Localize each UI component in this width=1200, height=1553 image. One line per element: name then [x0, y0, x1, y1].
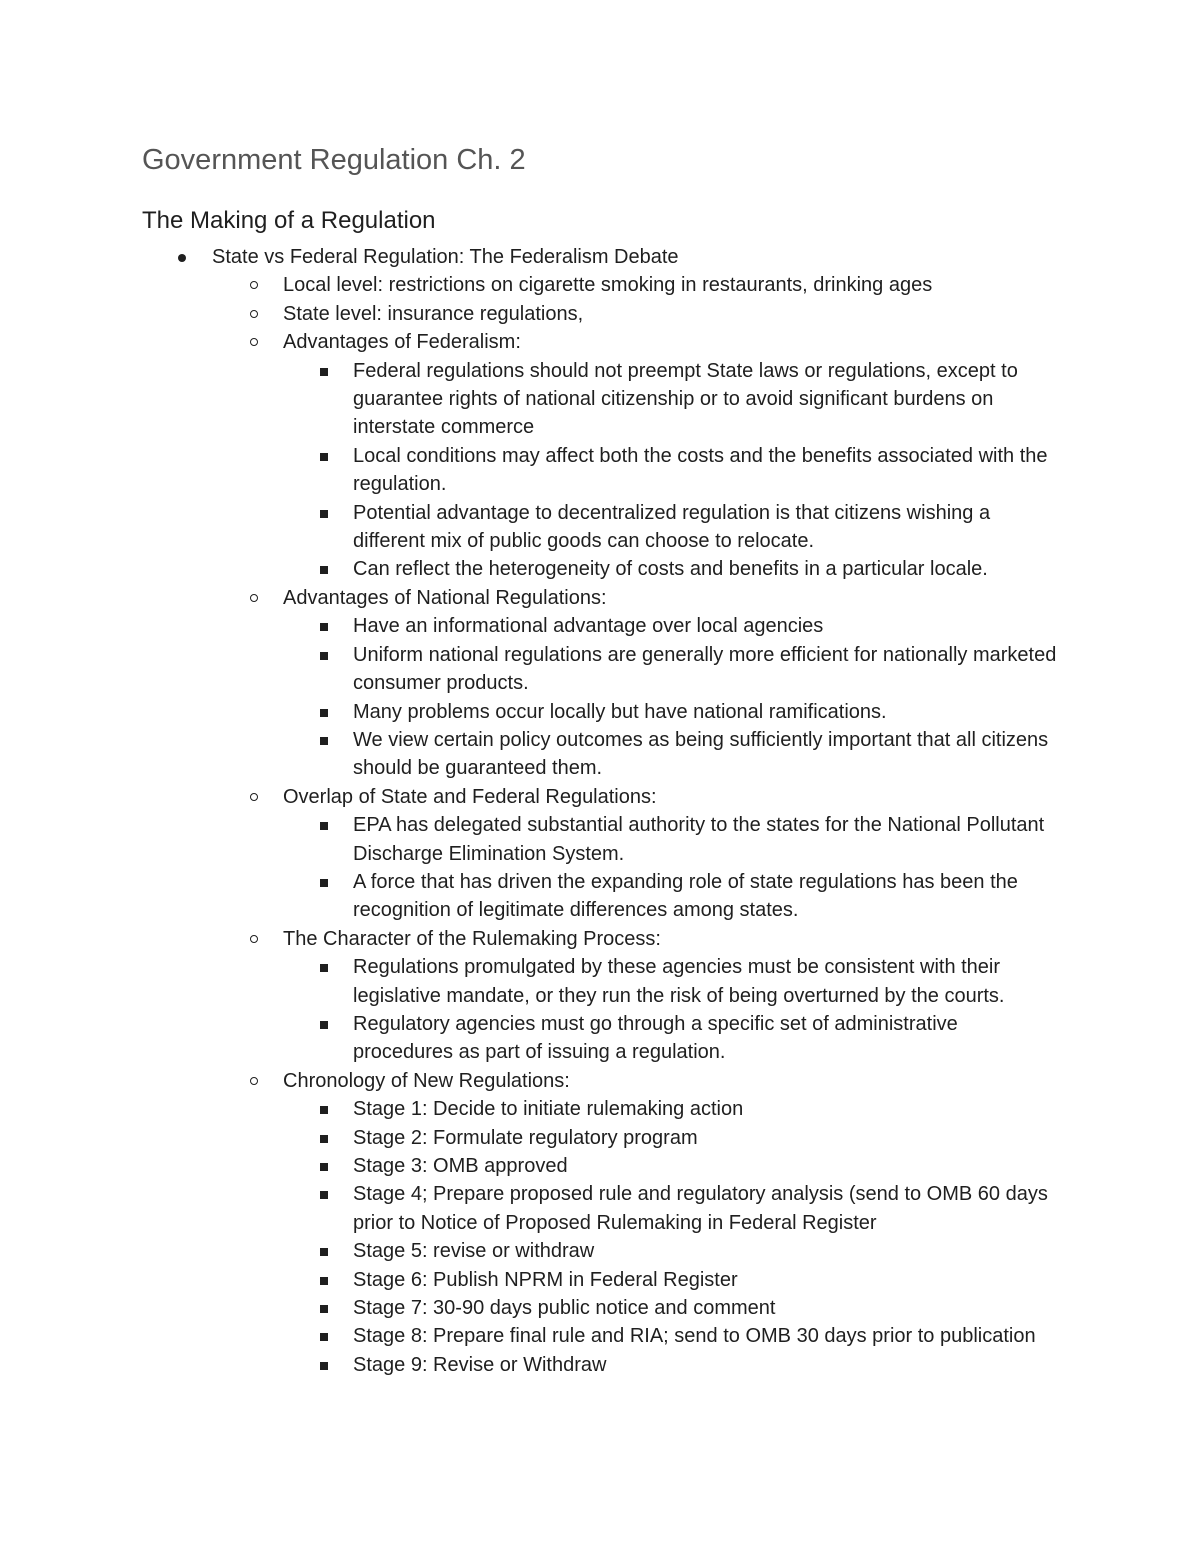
- outline-point-label: Uniform national regulations are generally more efficient for nationally marketed consumer products.: [353, 643, 1057, 695]
- outline-subitem-label: Local level: restrictions on cigarette smoking in restaurants, drinking ages: [283, 274, 933, 297]
- outline-point: [0, 1351, 1200, 1379]
- outline-point-label: We view certain policy outcomes as being sufficiently important that all citizens should be guaranteed them.: [353, 728, 1049, 780]
- outline-point: [0, 357, 1200, 442]
- outline-point: [0, 1095, 1200, 1123]
- outline-point: [0, 442, 1200, 499]
- outline-point: [0, 868, 1200, 925]
- outline-point: [0, 698, 1200, 726]
- outline-point-label: Stage 1: Decide to initiate rulemaking action: [353, 1098, 744, 1121]
- outline-point: [0, 726, 1200, 783]
- outline-subitem: [0, 1067, 1200, 1095]
- outline-subitem: [0, 328, 1200, 356]
- outline-subitem-label: Advantages of Federalism:: [283, 331, 521, 354]
- outline-point-label: Regulations promulgated by these agencies must be consistent with their legislative mandate, or they run the risk of being overturned by the courts.: [353, 956, 1005, 1007]
- outline-point: [0, 1322, 1200, 1350]
- outline-point: [0, 1266, 1200, 1294]
- outline-subitem-label: Advantages of National Regulations:: [283, 586, 607, 609]
- outline-list: [0, 243, 1200, 1379]
- outline-item-federalism-debate: [0, 243, 1200, 271]
- outline-subitem-label: Chronology of New Regulations:: [283, 1069, 570, 1092]
- outline-point-label: Stage 6: Publish NPRM in Federal Register: [353, 1268, 738, 1291]
- outline-point-label: Stage 5: revise or withdraw: [353, 1240, 595, 1263]
- outline-subitem-label: State level: insurance regulations,: [283, 302, 584, 325]
- outline-point: [0, 641, 1200, 698]
- outline-point-label: Stage 2: Formulate regulatory program: [353, 1126, 698, 1149]
- outline-item-label: State vs Federal Regulation: The Federalism Debate: [212, 246, 679, 268]
- outline-point-label: Stage 4; Prepare proposed rule and regulatory analysis (send to OMB 60 days prior to Notice of Proposed Rulemaking in Federal Register: [353, 1183, 1048, 1234]
- outline-point: [0, 612, 1200, 640]
- outline-point-label: Can reflect the heterogeneity of costs and benefits in a particular locale.: [353, 558, 988, 581]
- outline-point-label: Stage 8: Prepare final rule and RIA; send to OMB 30 days prior to publication: [353, 1325, 1036, 1348]
- outline-point: [0, 1124, 1200, 1152]
- outline-point: [0, 1237, 1200, 1265]
- outline-point: [0, 1152, 1200, 1180]
- outline-point-label: Local conditions may affect both the costs and the benefits associated with the regulation.: [353, 444, 1048, 496]
- outline-point-label: Federal regulations should not preempt State laws or regulations, except to guarantee rights of national citizenship or to avoid significant burdens on interstate commerce: [353, 359, 1018, 439]
- outline-point-label: Regulatory agencies must go through a specific set of administrative procedures as part of issuing a regulation.: [353, 1012, 958, 1064]
- outline-point: [0, 555, 1200, 583]
- sub-outline: [0, 271, 1200, 1379]
- outline-subitem: [0, 271, 1200, 299]
- outline-point-label: A force that has driven the expanding role of state regulations has been the recognition of legitimate differences among states.: [353, 870, 1018, 922]
- outline-subitem: [0, 925, 1200, 953]
- outline-point-label: Stage 3: OMB approved: [353, 1155, 568, 1177]
- outline-point: [0, 1180, 1200, 1237]
- document-title: Government Regulation Ch. 2: [142, 144, 526, 176]
- outline-subitem: [0, 783, 1200, 811]
- section-heading: The Making of a Regulation: [142, 207, 436, 234]
- outline-subitem-label: Overlap of State and Federal Regulations:: [283, 785, 657, 808]
- outline-point-label: Stage 9: Revise or Withdraw: [353, 1353, 607, 1376]
- outline-point-label: Stage 7: 30-90 days public notice and comment: [353, 1297, 776, 1320]
- outline-point: [0, 953, 1200, 1010]
- outline-point: [0, 1010, 1200, 1067]
- outline-subitem: [0, 584, 1200, 612]
- outline-point: [0, 1294, 1200, 1322]
- outline-point: [0, 811, 1200, 868]
- outline-point: [0, 499, 1200, 556]
- outline-subitem: [0, 300, 1200, 328]
- outline-point-label: EPA has delegated substantial authority to the states for the National Pollutant Discharge Elimination System.: [353, 814, 1045, 865]
- outline-subitem-label: The Character of the Rulemaking Process:: [283, 927, 661, 950]
- outline-point-label: Potential advantage to decentralized regulation is that citizens wishing a different mix of public goods can choose to relocate.: [353, 501, 991, 553]
- outline-point-label: Many problems occur locally but have national ramifications.: [353, 700, 887, 723]
- outline-point-label: Have an informational advantage over local agencies: [353, 615, 824, 638]
